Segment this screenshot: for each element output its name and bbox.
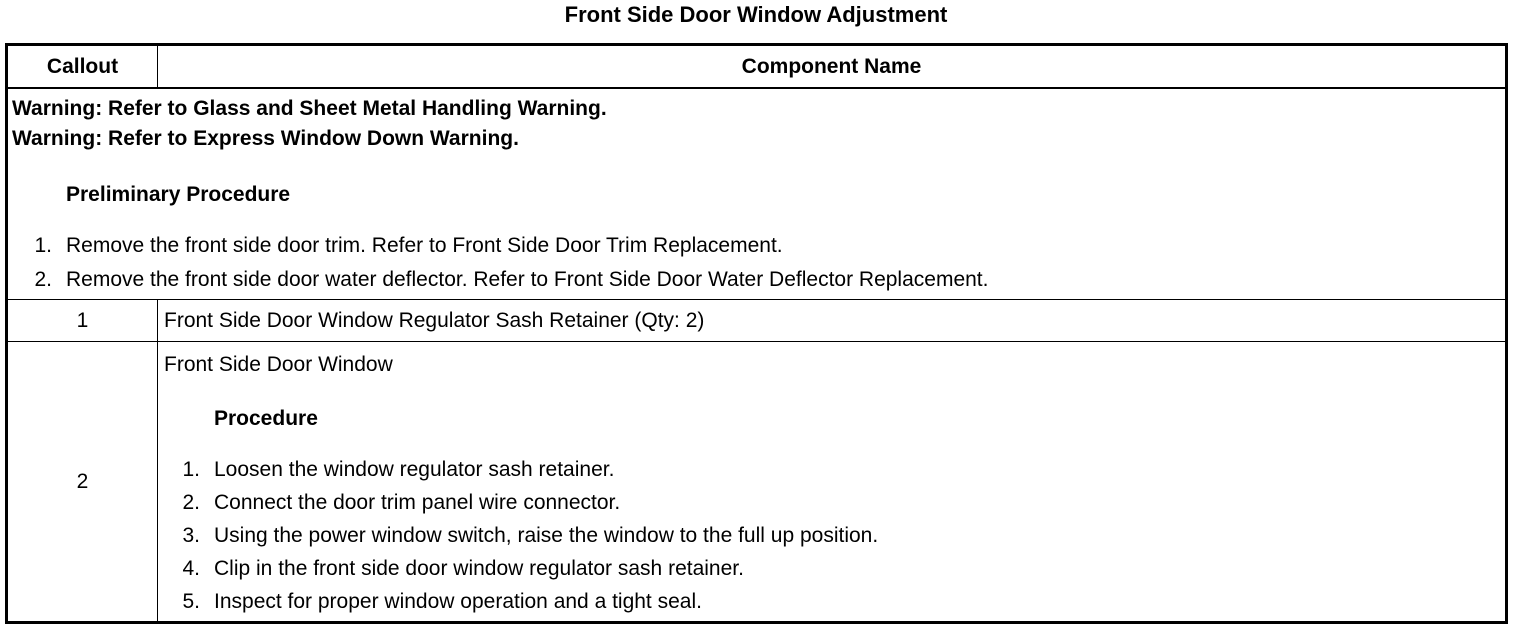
step-text: Connect the door trim panel wire connector. (214, 491, 621, 514)
step-text: Remove the front side door trim. Refer to Front Side Door Trim Replacement. (66, 234, 783, 257)
callout-cell: 1 (7, 300, 158, 342)
callout-cell: 2 (7, 342, 158, 623)
procedure-steps-list (164, 453, 1505, 618)
step-number: 4. (182, 557, 200, 580)
warning-row (7, 88, 1507, 300)
component-name-cell (158, 342, 1507, 623)
step-text: Remove the front side door water deflector. Refer to Front Side Door Water Deflector Replacement. (66, 268, 989, 291)
table-header-row (7, 45, 1507, 89)
list-item (12, 229, 1505, 263)
list-item (12, 263, 1505, 297)
list-item (164, 519, 1505, 552)
step-number: 3. (182, 524, 200, 547)
preliminary-procedure-heading: Preliminary Procedure (66, 183, 291, 206)
component-name-cell: Front Side Door Window Regulator Sash Retainer (Qty: 2) (158, 300, 1507, 342)
step-text: Inspect for proper window operation and a tight seal. (214, 590, 702, 613)
warning-cell (7, 88, 1507, 300)
callout-column-header: Callout (7, 45, 158, 89)
component-name: Front Side Door Window (164, 353, 393, 376)
list-item (164, 453, 1505, 486)
step-text: Clip in the front side door window regulator sash retainer. (214, 557, 744, 580)
list-item (164, 585, 1505, 618)
page-title: Front Side Door Window Adjustment (564, 2, 948, 27)
warning-block (12, 89, 1505, 154)
step-number: 2. (182, 491, 200, 514)
preliminary-steps-list (12, 229, 1505, 297)
step-number: 1. (182, 458, 200, 481)
table-row (7, 342, 1507, 623)
step-text: Using the power window switch, raise the window to the full up position. (214, 524, 879, 547)
procedure-table (5, 43, 1508, 624)
step-number: 1. (34, 234, 52, 257)
step-number: 2. (34, 268, 52, 291)
step-text: Loosen the window regulator sash retainer. (214, 458, 615, 481)
list-item (164, 486, 1505, 519)
step-number: 5. (182, 590, 200, 613)
table-row (7, 300, 1507, 342)
component-name-column-header: Component Name (158, 45, 1507, 89)
warning-express-window-down: Warning: Refer to Express Window Down Warning. (12, 127, 519, 150)
procedure-heading: Procedure (214, 407, 318, 430)
warning-glass-handling: Warning: Refer to Glass and Sheet Metal Handling Warning. (12, 97, 607, 120)
list-item (164, 552, 1505, 585)
